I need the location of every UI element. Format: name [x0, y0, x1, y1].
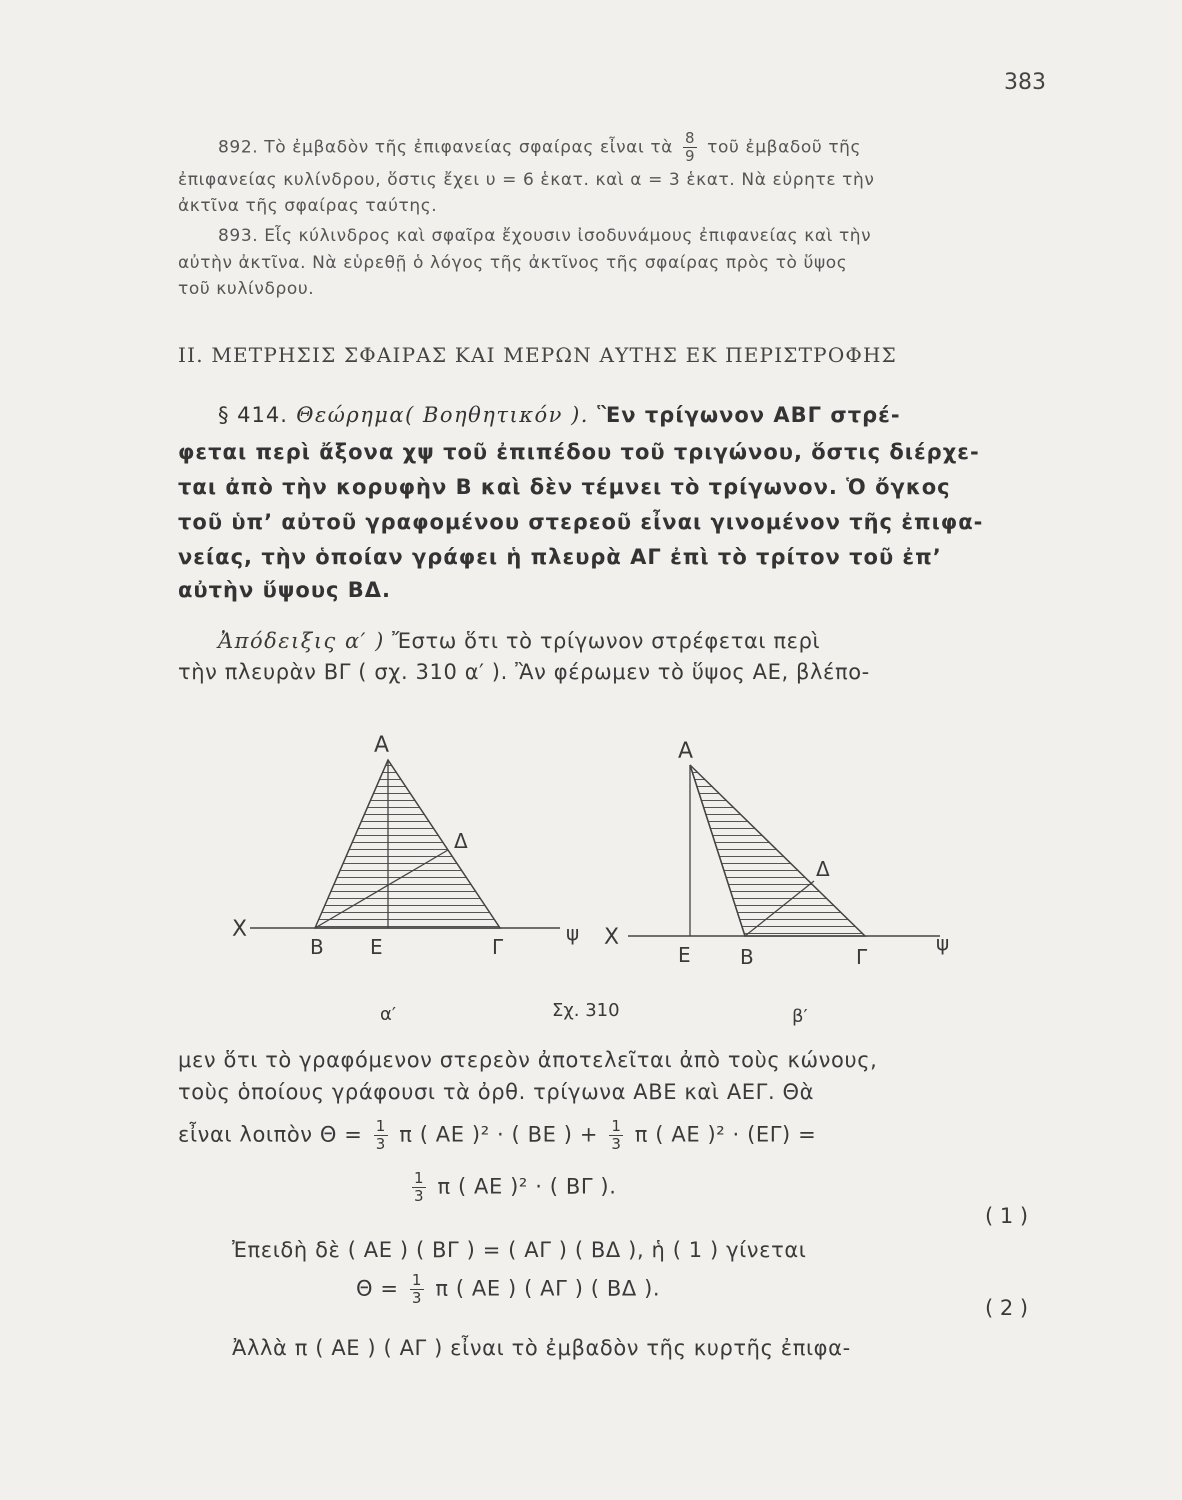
theorem-line-2: φεται περὶ ἄξονα χψ τοῦ ἐπιπέδου τοῦ τριγώνου, ὅστις διέρχε-: [178, 440, 980, 464]
section-heading: II. ΜΕΤΡΗΣΙΣ ΣΦΑΙΡΑΣ ΚΑΙ ΜΕΡΩΝ ΑΥΤΗΣ ΕΚ ΠΕΡΙΣΤΡΟΦΗΣ: [178, 343, 898, 367]
problem-893-line-2: αὐτὴν ἀκτῖνα. Νὰ εὑρεθῇ ὁ λόγος τῆς ἀκτῖνος τῆς σφαίρας πρὸς τὸ ὕψος: [178, 253, 848, 273]
theorem-line-4: τοῦ ὑπ’ αὐτοῦ γραφομένου στερεοῦ εἶναι γινομένον τῆς ἐπιφα-: [178, 510, 984, 534]
problem-893-line-3: τοῦ κυλίνδρου.: [178, 279, 315, 299]
eq1-prefix: εἶναι λοιπὸν Θ =: [178, 1122, 363, 1147]
figure-310: [220, 720, 980, 1030]
problem-892-line-1: [218, 130, 861, 165]
body-line-2: τοὺς ὁποίους γράφουσι τὰ ὀρθ. τρίγωνα ΑΒΕ καὶ ΑΕΓ. Θὰ: [178, 1080, 815, 1104]
problem-892-line-3: ἀκτῖνα τῆς σφαίρας ταύτης.: [178, 196, 438, 216]
problem-892-text-a: 892. Τὸ ἐμβαδὸν τῆς ἐπιφανείας σφαίρας εἶναι τὰ: [218, 137, 673, 158]
subfigure-label-a: α′: [380, 1004, 396, 1025]
theorem-line-3: ται ἀπὸ τὴν κορυφὴν Β καὶ δὲν τέμνει τὸ τρίγωνον. Ὁ ὄγκος: [178, 475, 951, 499]
theorem-line-1: [218, 403, 901, 427]
label-d-a: Δ: [454, 829, 468, 853]
problem-892-text-b: τοῦ ἐμβαδοῦ τῆς: [707, 137, 862, 158]
eq1-end: π ( ΑΕ )² · (ΕΓ) =: [634, 1122, 817, 1147]
proof-line-1: [218, 629, 820, 653]
theorem-line-6: αὐτὴν ὕψους ΒΔ.: [178, 578, 392, 602]
label-g-a: Γ: [492, 935, 504, 959]
body-last-line: Ἀλλὰ π ( ΑΕ ) ( ΑΓ ) εἶναι τὸ ἐμβαδὸν τῆς κυρτῆς ἐπιφα-: [232, 1336, 851, 1360]
label-x-a: Χ: [232, 917, 248, 942]
equation-number-2: ( 2 ): [985, 1296, 1029, 1320]
figure-a: [232, 733, 579, 1025]
body-line-1: μεν ὅτι τὸ γραφόμενον στερεὸν ἀποτελεῖται ἀπὸ τοὺς κώνους,: [178, 1048, 878, 1072]
figure-caption: Σχ. 310: [552, 1000, 620, 1021]
proof-label: Ἀπόδειξις α′ ): [218, 629, 385, 653]
eq2-rest: π ( ΑΕ ) ( ΑΓ ) ( ΒΔ ).: [435, 1276, 661, 1301]
label-d-b: Δ: [816, 857, 830, 881]
equation-2: [356, 1272, 660, 1307]
triangle-abg-a: [315, 760, 500, 928]
theorem-line-5: νείας, τὴν ὁποίαν γράφει ἡ πλευρὰ ΑΓ ἐπὶ τὸ τρίτον τοῦ ἐπ’: [178, 545, 942, 569]
proof-text-1: Ἔστω ὅτι τὸ τρίγωνον στρέφεται περὶ: [392, 629, 821, 653]
fraction-8-9: $\frac{8}{9}$: [685, 129, 696, 165]
theorem-text-1: Ἓν τρίγωνον ΑΒΓ στρέ-: [597, 403, 901, 427]
problem-893-line-1: 893. Εἷς κύλινδρος καὶ σφαῖρα ἔχουσιν ἰσοδυνάμους ἐπιφανείας καὶ τὴν: [218, 226, 872, 246]
theorem-title: Θεώρημα( Βοηθητικόν ).: [296, 403, 589, 427]
eq1-mid: π ( ΑΕ )² · ( ΒΕ ) +: [399, 1122, 599, 1147]
label-b-b: Β: [740, 945, 754, 969]
label-a-b: Α: [678, 739, 694, 764]
eq2-prefix: Θ =: [356, 1276, 399, 1301]
figure-b: [604, 739, 949, 1027]
theorem-label: § 414.: [218, 403, 288, 427]
equation-number-1: ( 1 ): [985, 1204, 1029, 1228]
proof-line-2: τὴν πλευρὰν ΒΓ ( σχ. 310 α′ ). Ἂν φέρωμεν τὸ ὕψος ΑΕ, βλέπο-: [178, 660, 870, 684]
page-number: 383: [1004, 70, 1046, 95]
eq1b-text: π ( ΑΕ )² · ( ΒΓ ).: [437, 1174, 617, 1199]
fraction-one-third: $\frac{1}{3}$: [375, 1117, 386, 1153]
equation-1-continued: [408, 1170, 617, 1205]
label-x-b: Χ: [604, 925, 620, 950]
fraction-one-third: $\frac{1}{3}$: [414, 1169, 425, 1205]
label-e-a: Ε: [370, 935, 383, 959]
label-a-a: Α: [374, 733, 390, 758]
label-e-b: Ε: [678, 943, 691, 967]
fraction-one-third: $\frac{1}{3}$: [611, 1117, 622, 1153]
fraction-one-third: $\frac{1}{3}$: [411, 1271, 423, 1307]
problem-892-line-2: ἐπιφανείας κυλίνδρου, ὅστις ἔχει υ = 6 ἑκατ. καὶ α = 3 ἑκατ. Νὰ εὑρητε τὴν: [178, 170, 875, 190]
body-line-since: Ἐπειδὴ δὲ ( ΑΕ ) ( ΒΓ ) = ( ΑΓ ) ( ΒΔ ), ἡ ( 1 ) γίνεται: [232, 1238, 807, 1262]
label-b-a: Β: [310, 935, 324, 959]
label-g-b: Γ: [856, 945, 868, 969]
subfigure-label-b: β′: [792, 1006, 808, 1027]
equation-1: [178, 1118, 816, 1153]
label-psi-b: ψ: [936, 931, 950, 955]
label-psi-a: ψ: [566, 921, 580, 945]
